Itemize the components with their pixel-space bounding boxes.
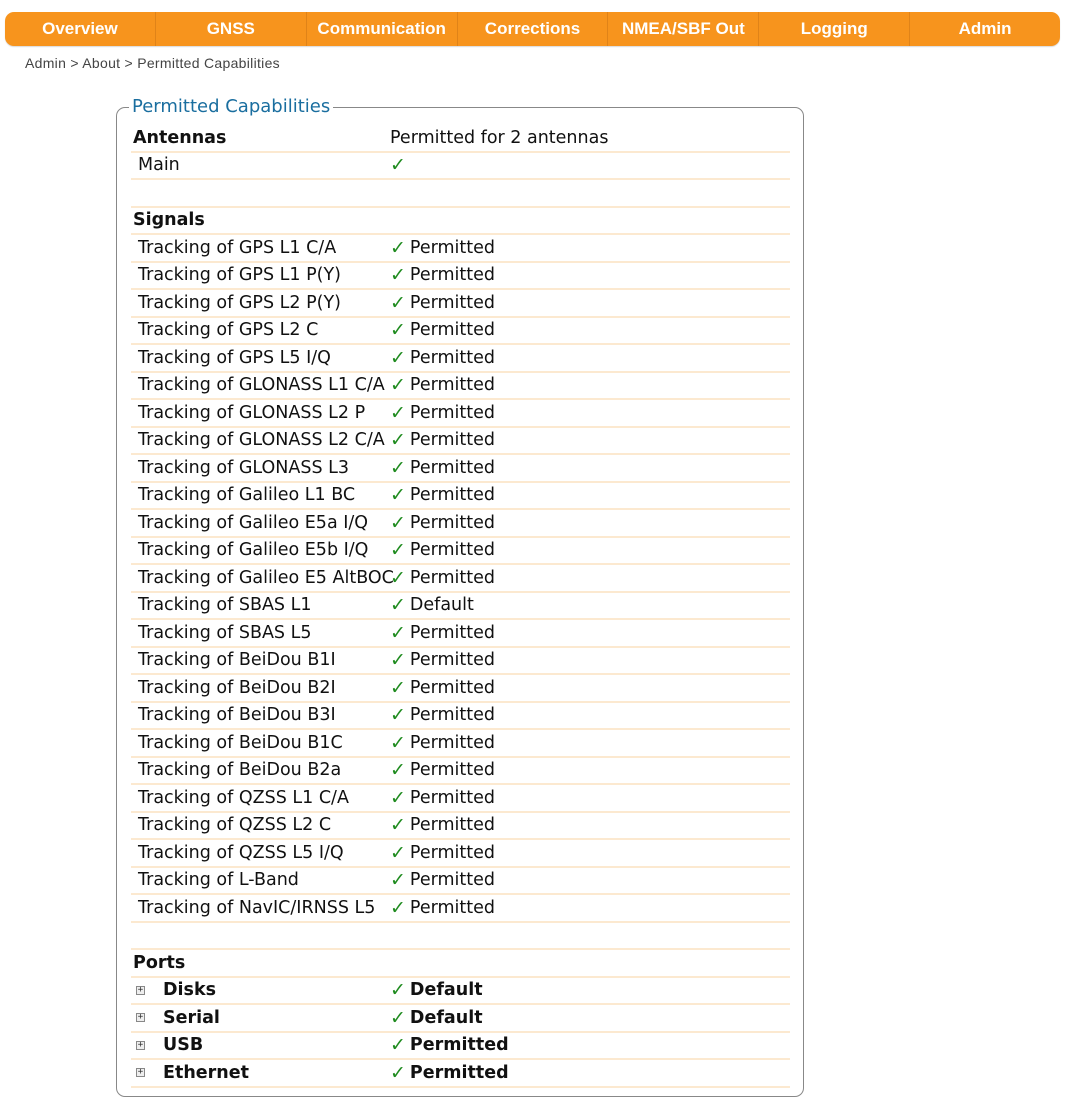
row-value [390, 347, 495, 369]
row-value-text: Permitted [409, 870, 496, 891]
check-icon: ✓ [390, 539, 406, 562]
check-icon: ✓ [390, 814, 406, 837]
row-label: Tracking of QZSS L5 I/Q [138, 842, 344, 863]
row-value [390, 677, 495, 699]
breadcrumb: Admin > About > Permitted Capabilities [25, 55, 280, 71]
table-row [131, 510, 790, 538]
table-row [131, 235, 790, 263]
check-icon: ✓ [390, 1006, 406, 1029]
row-value [390, 1034, 509, 1056]
check-icon: ✓ [390, 429, 406, 452]
row-value [390, 457, 495, 479]
row-value [390, 649, 495, 671]
check-icon: ✓ [390, 154, 406, 177]
check-icon: ✓ [390, 621, 406, 644]
spacer-row [131, 923, 790, 951]
check-icon: ✓ [390, 484, 406, 507]
row-value [390, 292, 495, 314]
row-value [390, 512, 495, 534]
row-value-text: Permitted [409, 650, 496, 671]
check-icon: ✓ [390, 841, 406, 864]
check-icon: ✓ [390, 566, 406, 589]
section-heading-label: Signals [133, 210, 205, 231]
top-nav [5, 12, 1060, 46]
nav-tab-nmea-sbf-out[interactable]: NMEA/SBF Out [608, 12, 759, 46]
expand-icon[interactable]: + [137, 984, 144, 995]
row-value [390, 429, 495, 451]
table-row [131, 868, 790, 896]
row-label: Tracking of BeiDou B1C [138, 732, 343, 753]
nav-tab-corrections[interactable]: Corrections [458, 12, 609, 46]
check-icon: ✓ [390, 759, 406, 782]
row-label: Tracking of BeiDou B3I [138, 705, 336, 726]
check-icon: ✓ [390, 731, 406, 754]
section-heading-signals [131, 208, 790, 236]
row-value [390, 237, 495, 259]
check-icon: ✓ [390, 594, 406, 617]
row-label: Tracking of GLONASS L3 [138, 457, 350, 478]
table-row [131, 373, 790, 401]
row-value [390, 732, 495, 754]
port-row-serial [131, 1005, 790, 1033]
check-icon: ✓ [390, 676, 406, 699]
row-label: Tracking of BeiDou B2I [138, 677, 336, 698]
row-value-text: Default [409, 1007, 483, 1028]
table-row [131, 730, 790, 758]
row-value-text: Default [409, 980, 483, 1001]
check-icon: ✓ [390, 896, 406, 919]
table-row [131, 400, 790, 428]
row-value-text: Permitted [409, 292, 496, 313]
table-row [131, 538, 790, 566]
check-icon: ✓ [390, 869, 406, 892]
row-value-text: Permitted [409, 760, 496, 781]
panel-title: Permitted Capabilities [129, 96, 333, 117]
table-row [131, 593, 790, 621]
row-value [390, 319, 495, 341]
row-value [390, 622, 495, 644]
check-icon: ✓ [390, 374, 406, 397]
nav-tab-gnss[interactable]: GNSS [156, 12, 307, 46]
check-icon: ✓ [390, 649, 406, 672]
row-value [390, 402, 495, 424]
row-label: Tracking of GLONASS L2 P [138, 402, 366, 423]
row-value-text: Permitted [409, 1035, 509, 1056]
table-row [131, 895, 790, 923]
check-icon: ✓ [390, 1034, 406, 1057]
row-label: Tracking of QZSS L1 C/A [138, 787, 349, 808]
check-icon: ✓ [390, 319, 406, 342]
nav-tab-logging[interactable]: Logging [759, 12, 910, 46]
row-value-text: Permitted [409, 677, 496, 698]
row-label: Tracking of Galileo L1 BC [138, 485, 356, 506]
row-value-text: Permitted [409, 787, 496, 808]
port-row-ethernet [131, 1060, 790, 1088]
table-row [131, 785, 790, 813]
row-value [390, 594, 474, 616]
row-value-text: Permitted [409, 430, 496, 451]
row-label: Disks [163, 980, 216, 1001]
table-row [131, 758, 790, 786]
row-value-text: Permitted [409, 1062, 509, 1083]
table-row [131, 455, 790, 483]
section-heading-label: Ports [133, 952, 186, 973]
row-value [390, 759, 495, 781]
row-label: Tracking of Galileo E5 AltBOC [138, 567, 394, 588]
check-icon: ✓ [390, 511, 406, 534]
row-value-text: Permitted [409, 457, 496, 478]
nav-tab-admin[interactable]: Admin [958, 19, 1012, 38]
table-row [131, 318, 790, 346]
check-icon: ✓ [390, 291, 406, 314]
row-label: Tracking of GPS L2 C [138, 320, 319, 341]
expand-icon[interactable]: + [137, 1012, 144, 1022]
row-value-text: Permitted [409, 622, 496, 643]
row-value-text: Permitted [409, 237, 496, 258]
row-value [390, 979, 483, 1001]
row-label: Main [138, 155, 180, 176]
row-value-text: Default [409, 595, 474, 616]
row-value-text: Permitted [409, 375, 496, 396]
row-label: Serial [163, 1007, 220, 1028]
antenna-summary: Permitted for 2 antennas [390, 127, 609, 148]
table-row [131, 620, 790, 648]
row-value-text: Permitted [409, 485, 496, 506]
row-value-text: Permitted [409, 897, 496, 918]
check-icon: ✓ [390, 704, 406, 727]
table-row [131, 263, 790, 291]
capabilities-table [131, 125, 790, 1088]
row-value-text: Permitted [409, 402, 496, 423]
row-label: Tracking of L-Band [138, 870, 299, 891]
row-label: Tracking of Galileo E5a I/Q [138, 512, 369, 533]
table-row [131, 648, 790, 676]
row-label: Tracking of BeiDou B2a [138, 760, 342, 781]
check-icon: ✓ [390, 346, 406, 369]
row-value [390, 787, 495, 809]
table-row [131, 703, 790, 731]
expand-icon[interactable]: + [137, 1067, 144, 1077]
port-row-disks [131, 978, 790, 1006]
check-icon: ✓ [390, 979, 406, 1002]
row-value-text: Permitted [409, 347, 496, 368]
row-value [390, 484, 495, 506]
port-row-usb [131, 1033, 790, 1061]
table-row [131, 428, 790, 456]
row-value-text: Permitted [409, 567, 496, 588]
table-row [131, 675, 790, 703]
row-label: USB [163, 1035, 204, 1056]
row-label: Tracking of Galileo E5b I/Q [138, 540, 369, 561]
check-icon: ✓ [390, 264, 406, 287]
section-heading-ports [131, 950, 790, 978]
table-row [131, 345, 790, 373]
row-label: Tracking of SBAS L5 [138, 622, 312, 643]
section-heading-antennas [131, 125, 790, 153]
row-value [390, 154, 410, 176]
row-value-text: Permitted [409, 265, 496, 286]
table-row [131, 153, 790, 181]
nav-tab-overview[interactable]: Overview [5, 12, 156, 46]
expand-icon[interactable]: + [137, 1039, 144, 1050]
spacer-row [131, 180, 790, 208]
table-row [131, 565, 790, 593]
row-label: Tracking of GPS L1 P(Y) [138, 265, 341, 286]
row-label: Tracking of GPS L2 P(Y) [138, 292, 341, 313]
row-label: Tracking of QZSS L2 C [138, 815, 332, 836]
row-label: Tracking of GLONASS L2 C/A [138, 430, 385, 451]
row-value-text: Permitted [409, 705, 496, 726]
row-value-text: Permitted [409, 732, 496, 753]
nav-tab-communication[interactable]: Communication [307, 12, 458, 46]
row-value [390, 814, 495, 836]
row-value [390, 842, 495, 864]
row-value [390, 539, 495, 561]
row-value-text: Permitted [409, 320, 496, 341]
row-value-text: Permitted [409, 815, 496, 836]
row-value [390, 374, 495, 396]
check-icon: ✓ [390, 1061, 406, 1084]
row-value [390, 897, 495, 919]
row-label: Tracking of SBAS L1 [138, 595, 312, 616]
check-icon: ✓ [390, 236, 406, 259]
row-label: Tracking of BeiDou B1I [138, 650, 336, 671]
row-value [390, 704, 495, 726]
row-label: Tracking of GPS L5 I/Q [138, 347, 331, 368]
row-value [390, 1007, 483, 1029]
check-icon: ✓ [390, 401, 406, 424]
row-label: Ethernet [163, 1062, 249, 1083]
table-row [131, 840, 790, 868]
section-heading-label: Antennas [133, 127, 227, 148]
row-label: Tracking of GPS L1 C/A [138, 237, 337, 258]
row-value [390, 567, 495, 589]
check-icon: ✓ [390, 786, 406, 809]
table-row [131, 290, 790, 318]
row-value [390, 264, 495, 286]
table-row [131, 483, 790, 511]
row-value-text: Permitted [409, 512, 496, 533]
row-label: Tracking of GLONASS L1 C/A [138, 375, 385, 396]
check-icon: ✓ [390, 456, 406, 479]
table-row [131, 813, 790, 841]
row-value-text: Permitted [409, 540, 496, 561]
row-value-text: Permitted [409, 842, 496, 863]
row-value [390, 869, 495, 891]
row-label: Tracking of NavIC/IRNSS L5 [138, 897, 376, 918]
